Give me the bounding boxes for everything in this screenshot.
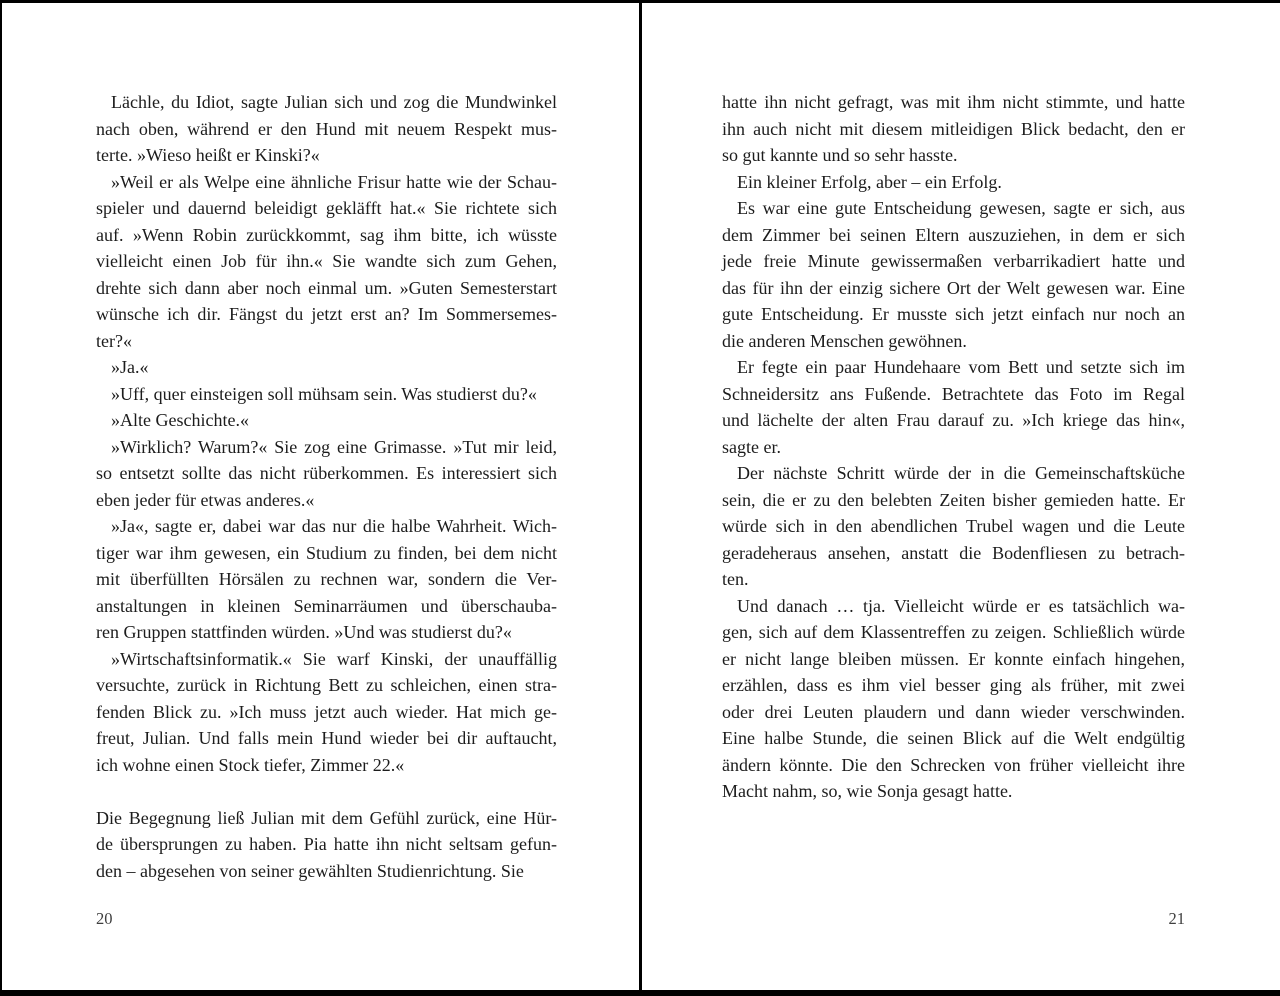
text-line: geradeheraus ansehen, anstatt die Bodenfliesen zu betrach- xyxy=(722,542,1185,563)
right-page-text xyxy=(722,89,1185,805)
text-line: Eine halbe Stunde, die seinen Blick auf die Welt endgültig xyxy=(722,728,1185,748)
text-line: den – abgesehen von seiner gewählten Studienrichtung. Sie xyxy=(96,860,524,881)
text-line: nach oben, während er den Hund mit neuem Respekt mus- xyxy=(96,118,557,139)
text-line: anstaltungen in kleinen Seminarräumen und überschauba- xyxy=(96,595,557,616)
text-line: »Wirtschaftsinformatik.« Sie warf Kinski, der unauffällig xyxy=(111,648,557,669)
left-scan-edge xyxy=(0,0,2,996)
paragraph xyxy=(96,646,557,779)
text-line: de übersprungen zu haben. Pia hatte ihn nicht seltsam gefun- xyxy=(96,834,557,854)
text-line: erzählen, dass es ihm viel besser ging als früher, mit zwei xyxy=(722,675,1185,695)
text-line: eben jeder für etwas anderes.« xyxy=(96,489,315,510)
paragraph xyxy=(96,434,557,514)
text-line: Macht nahm, so, wie Sonja gesagt hatte. xyxy=(722,781,1013,801)
text-line: vielleicht einen Job für ihn.« Sie wandte sich zum Gehen, xyxy=(96,251,557,271)
text-line: und lächelte der alten Frau darauf zu. »Ich kriege das hin«, xyxy=(722,410,1185,430)
text-line: »Uff, quer einsteigen soll mühsam sein. Was studierst du?« xyxy=(111,383,537,404)
center-gutter-line xyxy=(639,0,642,996)
paragraph xyxy=(96,381,557,408)
paragraph xyxy=(722,169,1185,196)
text-line: auf. »Wenn Robin zurückkommt, sag ihm bitte, ich wüsste xyxy=(96,224,557,245)
text-line: hatte ihn nicht gefragt, was mit ihm nicht stimmte, und hatte xyxy=(722,92,1185,112)
text-line: ren Gruppen stattfinden würden. »Und was studierst du?« xyxy=(96,622,512,642)
paragraph xyxy=(722,593,1185,805)
text-line: »Wirklich? Warum?« Sie zog eine Grimasse. »Tut mir leid, xyxy=(111,436,557,457)
paragraph xyxy=(722,354,1185,460)
text-line: »Ja.« xyxy=(111,357,149,377)
text-line: die anderen Menschen gewöhnen. xyxy=(722,330,967,351)
text-line: ter?« xyxy=(96,330,132,351)
text-line: so gut kannte und so sehr hasste. xyxy=(722,145,958,165)
text-line: gen, sich auf dem Klassentreffen zu zeigen. Schließlich würde xyxy=(722,622,1185,642)
right-page xyxy=(642,0,1280,996)
text-line: versuchte, zurück in Richtung Bett zu schleichen, einen stra- xyxy=(96,675,557,695)
text-line: gute Entscheidung. Er musste sich jetzt einfach nur noch an xyxy=(722,304,1185,324)
text-line: Und danach … tja. Vielleicht würde er es tatsächlich wa- xyxy=(737,595,1185,616)
text-line: ten. xyxy=(722,569,749,589)
text-line: terte. »Wieso heißt er Kinski?« xyxy=(96,145,320,165)
text-line: Die Begegnung ließ Julian mit dem Gefühl zurück, eine Hür- xyxy=(96,807,557,828)
text-line: mit überfüllten Hörsälen zu rechnen war, sondern die Ver- xyxy=(96,569,557,589)
paragraph xyxy=(722,460,1185,593)
text-line: Er fegte ein paar Hundehaare vom Bett und setzte sich im xyxy=(737,357,1185,377)
paragraph xyxy=(96,169,557,355)
right-page-number: 21 xyxy=(1168,909,1185,928)
left-page xyxy=(2,0,639,996)
text-line: ich wohne einen Stock tiefer, Zimmer 22.« xyxy=(96,754,405,775)
text-line: würde sich in den abendlichen Trubel wagen und die Leute xyxy=(722,516,1185,536)
text-line: Es war eine gute Entscheidung gewesen, sagte er sich, aus xyxy=(737,198,1185,218)
text-line: ihn auch nicht mit diesem mitleidigen Blick bedacht, den er xyxy=(722,118,1185,139)
paragraph xyxy=(96,354,557,381)
text-line: das für ihn der einzig sichere Ort der Welt gewesen war. Eine xyxy=(722,277,1185,298)
paragraph xyxy=(96,513,557,646)
text-line: drehte sich dann aber noch einmal um. »Guten Semesterstart xyxy=(96,277,557,298)
text-line: Ein kleiner Erfolg, aber – ein Erfolg. xyxy=(737,171,1002,192)
text-line: freut, Julian. Und falls mein Hund wieder bei dir auftaucht, xyxy=(96,728,557,748)
text-line: »Weil er als Welpe eine ähnliche Frisur hatte wie der Schau- xyxy=(111,171,557,192)
text-line: ändern könnte. Die den Schrecken von früher vielleicht ihre xyxy=(722,754,1185,775)
text-line: »Ja«, sagte er, dabei war das nur die halbe Wahrheit. Wich- xyxy=(111,516,557,536)
top-scan-edge xyxy=(0,0,1280,3)
left-page-text xyxy=(96,89,557,884)
text-line: sagte er. xyxy=(722,436,781,457)
paragraph xyxy=(96,89,557,169)
paragraph xyxy=(96,805,557,885)
text-line: fenden Blick zu. »Ich muss jetzt auch wieder. Hat mich ge- xyxy=(96,701,557,722)
text-line: Schneidersitz ans Fußende. Betrachtete das Foto im Regal xyxy=(722,383,1185,404)
text-line: Lächle, du Idiot, sagte Julian sich und zog die Mundwinkel xyxy=(111,92,557,112)
paragraph xyxy=(722,89,1185,169)
paragraph xyxy=(96,407,557,434)
text-line: spieler und dauernd beleidigt gekläfft hat.« Sie richtete sich xyxy=(96,198,557,218)
text-line: dem Zimmer bei seinen Eltern auszuziehen, in dem er sich xyxy=(722,224,1185,245)
text-line: jede freie Minute gewissermaßen verbarrikadiert hatte und xyxy=(722,251,1185,271)
text-line: so entsetzt sollte das nicht rüberkommen. Es interessiert sich xyxy=(96,463,557,483)
text-line: sein, die er zu den belebten Zeiten bisher gemieden hatte. Er xyxy=(722,489,1185,510)
paragraph xyxy=(722,195,1185,354)
text-line: wünsche ich dir. Fängst du jetzt erst an? Im Sommersemes- xyxy=(96,304,557,324)
text-line: Der nächste Schritt würde der in die Gemeinschaftsküche xyxy=(737,463,1185,483)
text-line: »Alte Geschichte.« xyxy=(111,410,249,430)
text-line: er nicht lange bleiben müssen. Er konnte einfach hingehen, xyxy=(722,648,1185,669)
text-line: tiger war ihm gewesen, ein Studium zu finden, bei dem nicht xyxy=(96,542,557,563)
left-page-number: 20 xyxy=(96,909,113,928)
text-line: oder drei Leuten plaudern und dann wieder verschwinden. xyxy=(722,701,1185,722)
bottom-scan-edge xyxy=(0,990,1280,996)
